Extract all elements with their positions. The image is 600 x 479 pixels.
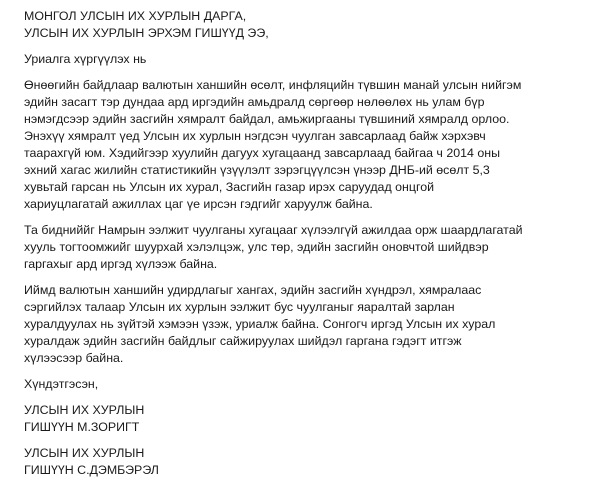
letter-closing xyxy=(24,376,586,393)
closing-text: Хүндэтгэсэн, xyxy=(24,377,99,391)
paragraph-3 xyxy=(24,282,586,367)
paragraph-line: гаргахыг ард иргэд хүлээж байна. xyxy=(24,257,218,271)
paragraph-line: Өнөөгийн байдлаар валютын ханшийн өсөлт, инфляцийн түвшин манай улсын нийгэм xyxy=(24,78,522,92)
paragraph-line: Та бидниййг Намрын ээлжит чуулганы хугацааг хүлээлгүй ажилдаа орж шаардлагатай xyxy=(24,223,523,237)
signature-name: ГИШҮҮН М.ЗОРИГТ xyxy=(24,420,140,434)
paragraph-line: Иймд валютын ханшийн удирдлагыг хангах, эдийн засгийн хүндрэл, хямралаас xyxy=(24,283,482,297)
paragraph-line: хуралдуулах нь зүйтэй хэмээн үзэж, уриалж байна. Сонгогч иргэд Улсын их хурал xyxy=(24,317,496,331)
paragraph-line: хүлээсээр байна. xyxy=(24,351,124,365)
signature-title: УЛСЫН ИХ ХУРЛЫН xyxy=(24,446,145,460)
paragraph-line: хуралдаж эдийн засгийн байдлыг сайжируулах шийдэл гаргана гэдэгт итгэж xyxy=(24,334,462,348)
header-line: МОНГОЛ УЛСЫН ИХ ХУРЛЫН ДАРГА, xyxy=(24,9,247,23)
header-line: УЛСЫН ИХ ХУРЛЫН ЭРХЭМ ГИШҮҮД ЭЭ, xyxy=(24,26,269,40)
signature-demberel xyxy=(24,445,586,479)
signature-zorigt xyxy=(24,402,586,436)
paragraph-line: хувьтай гарсан нь Улсын их хурал, Засгийн газар ирэх саруудад онцгой xyxy=(24,180,435,194)
paragraph-line: хууль тогтоомжийг шуурхай хэлэлцэж, улс төр, эдийн засгийн оновчтой шийдвэр xyxy=(24,240,489,254)
paragraph-1 xyxy=(24,77,586,213)
paragraph-line: эхний хагас жилийн статистикийн үзүүлэлт зэрэгцүүлсэн үнээр ДНБ-ий өсөлт 5,3 xyxy=(24,163,490,177)
letter-greeting xyxy=(24,51,586,68)
paragraph-2 xyxy=(24,222,586,273)
paragraph-line: таарахгүй юм. Хэдийгээр хуулийн дагуух хугацаанд завсарлаад байгаа ч 2014 оны xyxy=(24,146,500,160)
paragraph-line: Энэхүү хямралт үед Улсын их хурлын нэгдсэн чуулган завсарлаад байж хэрхэвч xyxy=(24,129,486,143)
greeting-text: Уриалга хүргүүлэх нь xyxy=(24,52,147,66)
paragraph-line: эдийн засагт тэр дундаа ард иргэдийн амьдралд сөргөөр нөлөөлөх нь улам бүр xyxy=(24,95,485,109)
paragraph-line: сэргийлэх талаар Улсын их хурлын ээлжит бус чуулганыг яаралтай зарлан xyxy=(24,300,455,314)
paragraph-line: хариуцлагатай ажиллах цаг үе ирсэн гэдгийг харуулж байна. xyxy=(24,197,373,211)
paragraph-line: нэмэгдсээр эдийн засгийн хямралт байдал, амьжиргааны түвшиний хямралд орлоо. xyxy=(24,112,510,126)
signature-title: УЛСЫН ИХ ХУРЛЫН xyxy=(24,403,145,417)
letter-header xyxy=(24,8,586,42)
signature-name: ГИШҮҮН С.ДЭМБЭРЭЛ xyxy=(24,463,159,477)
